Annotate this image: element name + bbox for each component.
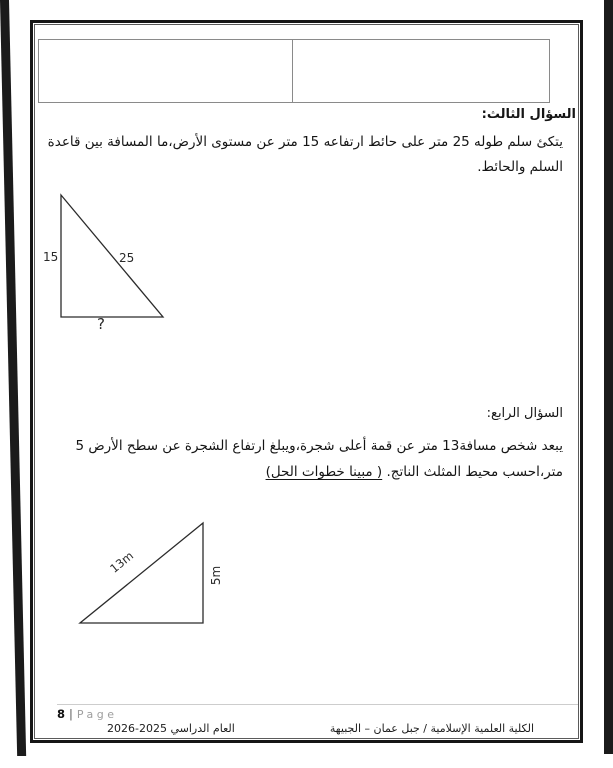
question3-text-line2: السلم والحائط. <box>477 159 563 175</box>
triangle1-hypotenuse-label: 25 <box>119 251 135 265</box>
question4-text-line2-plain: متر،احسب محيط المثلث الناتج. <box>382 464 563 480</box>
footer-separator-line <box>57 704 578 705</box>
ladder-triangle-outline <box>61 195 163 317</box>
triangle2-hypotenuse-label: 13m <box>107 548 137 576</box>
page-number-word: Page <box>76 708 118 721</box>
question4-show-steps-underlined: ( مبينا خطوات الحل) <box>265 464 383 480</box>
question4-text-line1: يبعد شخص مسافة13 متر عن قمة أعلى شجرة،ويبلغ ارتفاع الشجرة عن سطح الأرض 5 <box>75 438 563 454</box>
question4-text <box>75 433 563 485</box>
question4-text-line2 <box>75 459 563 485</box>
question3-text <box>48 130 563 180</box>
worksheet-page <box>30 20 583 743</box>
footer-row <box>33 721 580 736</box>
question3-heading: السؤال الثالث: <box>481 107 576 122</box>
tree-triangle-outline <box>80 523 203 623</box>
question3-text-line1: يتكئ سلم طوله 25 متر على حائط ارتفاعه 15 متر عن مستوى الأرض،ما المسافة بين قاعدة <box>47 134 563 150</box>
header-table-cell-left <box>39 40 293 102</box>
tree-triangle-figure <box>73 513 213 633</box>
triangle1-vertical-side-label: 15 <box>43 250 59 264</box>
scan-edge-left <box>0 0 26 756</box>
question4-heading: السؤال الرابع: <box>486 406 563 421</box>
footer-institution: الكلية العلمية الإسلامية / جبل عمان – الجبيهة <box>329 722 534 735</box>
scan-edge-right <box>604 0 613 754</box>
triangle1-base-unknown-label: ? <box>97 315 105 333</box>
page-number <box>57 707 118 722</box>
footer-school-year: العام الدراسي 2025-2026 <box>107 722 235 735</box>
page-number-value: 8 <box>57 707 66 721</box>
header-table <box>38 39 550 103</box>
triangle2-vertical-side-label: 5m <box>209 565 224 586</box>
page-number-pipe: | <box>69 707 73 721</box>
header-table-cell-right <box>293 40 549 102</box>
